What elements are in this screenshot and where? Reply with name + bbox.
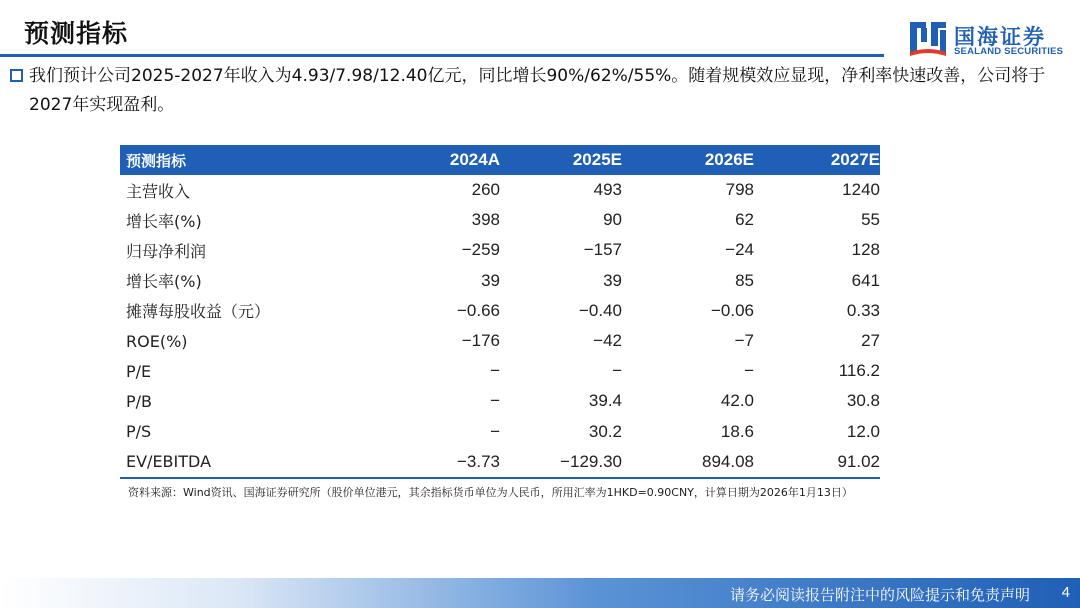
logo-english-name: SEALAND SECURITIES (954, 46, 1064, 57)
cell-value: 641 (851, 270, 880, 290)
cell-value: 12.0 (846, 421, 880, 441)
table-row (120, 447, 880, 478)
cell-value: −0.06 (710, 300, 754, 320)
cell-value: 18.6 (720, 421, 754, 441)
cell-value: 493 (593, 180, 622, 200)
cell-value: 91.02 (754, 447, 880, 478)
row-label: 归母净利润 (126, 241, 207, 261)
cell-value: −157 (583, 240, 622, 260)
logo-chinese-name: 国海证券 (954, 25, 1046, 49)
table-row (120, 386, 880, 416)
cell-value: −24 (725, 240, 754, 260)
table-row (120, 235, 880, 265)
row-label: P/E (126, 361, 152, 381)
cell-value: −129.30 (500, 447, 622, 478)
row-label: 增长率(%) (126, 272, 202, 292)
cell-value: 39 (603, 270, 622, 290)
sealand-logo-icon (908, 18, 948, 58)
cell-value: 42.0 (720, 391, 754, 411)
cell-value: 398 (471, 210, 500, 230)
row-label: ROE(%) (126, 331, 188, 351)
cell-value: −7 (734, 331, 754, 351)
row-label: 主营收入 (126, 181, 191, 201)
cell-value: 798 (725, 180, 754, 200)
title-divider (0, 54, 884, 57)
cell-value: − (490, 421, 500, 441)
cell-value: 27 (861, 331, 880, 351)
cell-value: − (612, 361, 622, 381)
table-row (120, 266, 880, 296)
table-row (120, 205, 880, 235)
cell-value: −0.40 (578, 300, 622, 320)
cell-value: 894.08 (622, 447, 754, 478)
row-label: 增长率(%) (126, 211, 202, 231)
cell-value: 30.2 (588, 421, 622, 441)
header-metric: 预测指标 (120, 145, 380, 175)
table-row (120, 417, 880, 447)
row-label: 摊薄每股收益（元） (126, 302, 271, 322)
cell-value: −42 (593, 331, 622, 351)
cell-value: − (744, 361, 754, 381)
cell-value: 30.8 (846, 391, 880, 411)
company-logo (908, 18, 1068, 62)
cell-value: 128 (851, 240, 880, 260)
table-row (120, 356, 880, 386)
cell-value: −3.73 (380, 447, 500, 478)
cell-value: 55 (861, 210, 880, 230)
page-number: 4 (1061, 584, 1070, 601)
cell-value: 260 (471, 180, 500, 200)
cell-value: −259 (461, 240, 500, 260)
header-2027e: 2027E (754, 145, 880, 175)
source-note: 资料来源：Wind资讯、国海证券研究所（股价单位港元，其余指标货币单位为人民币，所用汇率为1HKD=0.90CNY，计算日期为2026年1月13日） (128, 486, 853, 499)
header-2026e: 2026E (622, 145, 754, 175)
header-2024a: 2024A (380, 145, 500, 175)
cell-value: 0.33 (846, 300, 880, 320)
table-header-row (120, 145, 880, 175)
cell-value: − (490, 361, 500, 381)
page-title: 预测指标 (24, 19, 129, 48)
cell-value: 116.2 (838, 361, 880, 381)
footer-disclaimer: 请务必阅读报告附注中的风险提示和免责声明 (729, 586, 1030, 604)
cell-value: −0.66 (456, 300, 500, 320)
table-row (120, 326, 880, 356)
cell-value: − (490, 391, 500, 411)
table-row (120, 175, 880, 205)
row-label: P/S (126, 422, 152, 442)
header-2025e: 2025E (500, 145, 622, 175)
summary-text: 我们预计公司2025-2027年收入为4.93/7.98/12.40亿元，同比增长90%/62%/55%。随着规模效应显现，净利率快速改善，公司将于2027年实现盈利。 (29, 66, 1046, 115)
cell-value: 90 (603, 210, 622, 230)
cell-value: 1240 (842, 180, 880, 200)
cell-value: 62 (735, 210, 754, 230)
row-label: P/B (126, 391, 153, 411)
forecast-table (120, 145, 880, 479)
square-bullet-icon (10, 69, 23, 82)
cell-value: 39 (481, 270, 500, 290)
cell-value: 39.4 (588, 391, 622, 411)
cell-value: −176 (461, 331, 500, 351)
table-row (120, 296, 880, 326)
row-label: EV/EBITDA (120, 447, 380, 478)
cell-value: 85 (735, 270, 754, 290)
